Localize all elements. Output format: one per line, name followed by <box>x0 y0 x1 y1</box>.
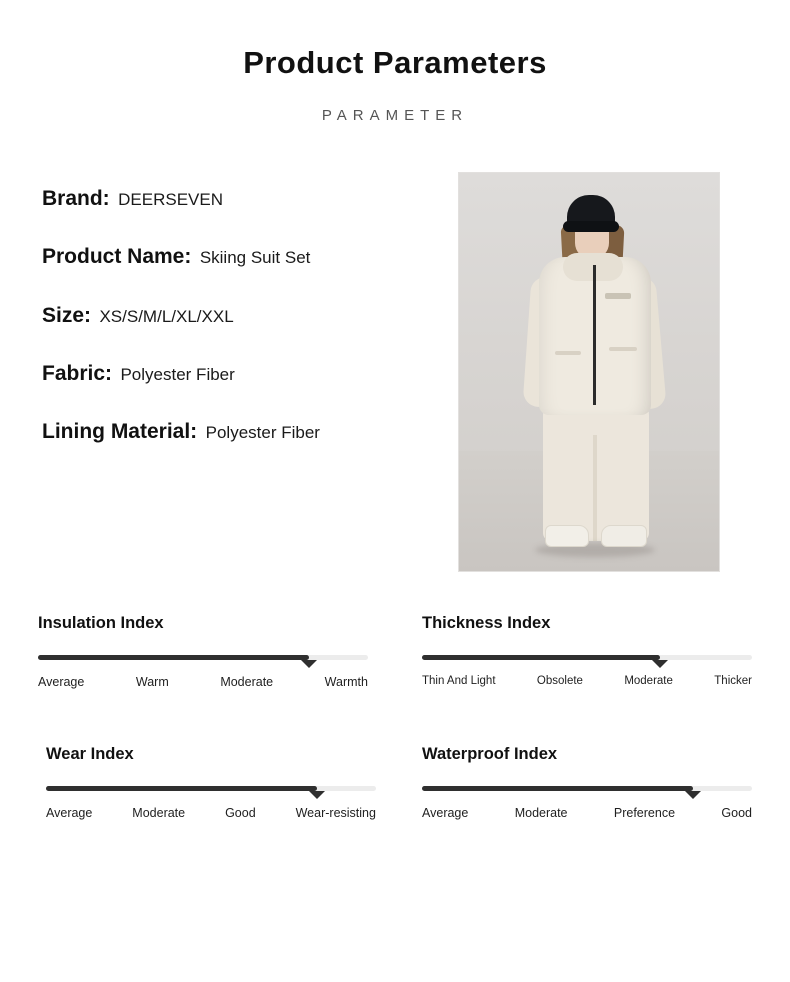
meter-level-label: Moderate <box>514 806 568 821</box>
meter-level-label: Preference <box>613 806 676 821</box>
meter-caret-icon <box>652 660 668 668</box>
meter-caret-icon <box>301 660 317 668</box>
meter-caret-icon <box>309 791 325 799</box>
meter-labels-waterproof <box>422 806 752 820</box>
meter-labels-insulation <box>38 675 368 689</box>
meter-level-label: Warmth <box>324 675 368 690</box>
meter-level-label: Moderate <box>624 675 673 688</box>
model-pants-seam <box>593 435 597 541</box>
meter-wear-index <box>46 745 376 820</box>
spec-value-lining-material: Polyester Fiber <box>205 423 320 443</box>
spec-value-fabric: Polyester Fiber <box>120 364 235 384</box>
spec-value-brand: DEERSEVEN <box>118 190 223 210</box>
meter-level-label: Average <box>38 675 85 690</box>
meter-bar-wear <box>46 782 376 800</box>
model-boot-left <box>545 525 589 547</box>
meter-fill <box>46 786 317 791</box>
meter-title-waterproof: Waterproof Index <box>422 745 558 764</box>
meter-level-label: Average <box>46 806 93 821</box>
meter-level-label: Obsolete <box>536 675 583 688</box>
index-meters <box>0 614 790 820</box>
spec-value-size: XS/S/M/L/XL/XXL <box>99 306 234 326</box>
meter-bar-waterproof <box>422 782 752 800</box>
meter-level-label: Average <box>422 806 469 821</box>
page-title: Product Parameters <box>243 45 547 80</box>
spec-row-size <box>42 303 442 329</box>
meter-level-label: Good <box>721 806 752 821</box>
spec-row-product-name <box>42 244 442 270</box>
meter-caret-icon <box>685 791 701 799</box>
spec-row-lining-material <box>42 419 442 445</box>
product-spec-section <box>0 168 790 572</box>
product-photo <box>458 172 720 572</box>
spec-row-fabric <box>42 361 442 387</box>
meter-title-wear: Wear Index <box>46 745 134 764</box>
meter-level-label: Wear-resisting <box>295 806 376 821</box>
page-subtitle: PARAMETER <box>321 107 469 125</box>
meter-labels-thickness <box>422 675 752 687</box>
spec-label-size: Size: <box>42 303 92 327</box>
model-beanie-brim <box>563 221 619 232</box>
meter-level-label: Thin And Light <box>422 675 496 688</box>
meter-level-label: Moderate <box>220 675 274 690</box>
meter-level-label: Thicker <box>714 675 752 688</box>
meter-level-label: Moderate <box>132 806 186 821</box>
model-boot-right <box>601 525 647 547</box>
meter-bar-thickness <box>422 651 752 669</box>
meter-fill <box>38 655 309 660</box>
model-jacket-zipper <box>593 265 596 405</box>
page-header <box>0 0 790 124</box>
meter-title-insulation: Insulation Index <box>38 614 164 633</box>
spec-label-product-name: Product Name: <box>42 245 192 269</box>
meter-row-top <box>38 614 752 689</box>
spec-label-brand: Brand: <box>42 187 110 211</box>
meter-waterproof-index <box>422 745 752 820</box>
spec-label-lining-material: Lining Material: <box>42 420 198 444</box>
meter-insulation-index <box>38 614 368 689</box>
meter-level-label: Warm <box>135 675 169 690</box>
model-pocket-left <box>555 351 581 355</box>
spec-value-product-name: Skiing Suit Set <box>199 248 311 268</box>
spec-row-brand <box>42 186 442 212</box>
meter-level-label: Good <box>225 806 256 821</box>
meter-title-thickness: Thickness Index <box>422 614 551 633</box>
meter-fill <box>422 655 660 660</box>
model-jacket-logo <box>605 293 631 299</box>
meter-labels-wear <box>46 806 376 820</box>
meter-thickness-index <box>422 614 752 689</box>
model-pocket-right <box>609 347 637 351</box>
spec-list <box>42 168 442 445</box>
meter-bar-insulation <box>38 651 368 669</box>
spec-label-fabric: Fabric: <box>42 361 113 385</box>
meter-fill <box>422 786 693 791</box>
meter-row-bottom <box>38 745 752 820</box>
